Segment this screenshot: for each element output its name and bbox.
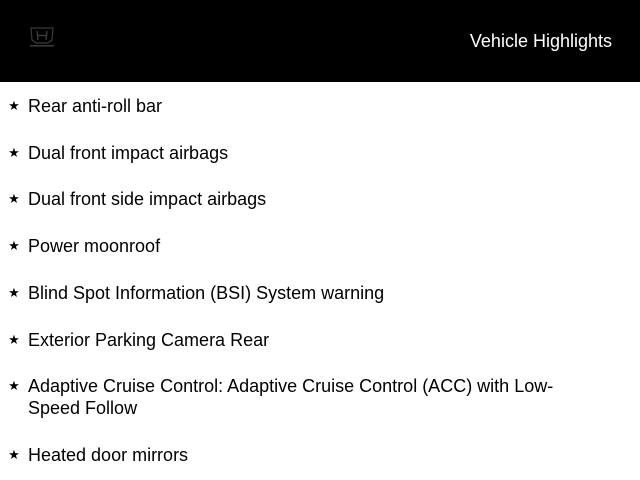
star-icon: ★ bbox=[8, 238, 20, 253]
star-icon: ★ bbox=[8, 285, 20, 300]
honda-logo-icon bbox=[28, 26, 56, 48]
list-item bbox=[0, 142, 640, 164]
star-icon: ★ bbox=[8, 98, 20, 113]
star-icon: ★ bbox=[8, 145, 20, 160]
list-item bbox=[0, 188, 640, 210]
star-icon: ★ bbox=[8, 191, 20, 206]
highlight-text: Blind Spot Information (BSI) System warning bbox=[28, 283, 385, 303]
highlight-text: Dual front impact airbags bbox=[28, 143, 229, 163]
page-title: Vehicle Highlights bbox=[469, 31, 612, 51]
list-item bbox=[0, 329, 640, 351]
star-icon: ★ bbox=[8, 447, 20, 462]
highlight-text: Exterior Parking Camera Rear bbox=[28, 330, 270, 350]
list-item bbox=[0, 282, 640, 304]
highlight-text: Rear anti-roll bar bbox=[28, 96, 163, 116]
star-icon: ★ bbox=[8, 332, 20, 347]
header-bar bbox=[0, 0, 640, 82]
highlight-text: Power moonroof bbox=[28, 236, 161, 256]
highlight-text: Heated door mirrors bbox=[28, 445, 189, 465]
list-item bbox=[0, 95, 640, 117]
highlight-text: Dual front side impact airbags bbox=[28, 189, 267, 209]
list-item bbox=[0, 235, 640, 257]
list-item bbox=[0, 444, 640, 466]
highlight-text: Adaptive Cruise Control: Adaptive Cruise Control (ACC) with Low-Speed Follow bbox=[28, 376, 554, 418]
star-icon: ★ bbox=[8, 378, 20, 393]
list-item bbox=[0, 375, 640, 419]
